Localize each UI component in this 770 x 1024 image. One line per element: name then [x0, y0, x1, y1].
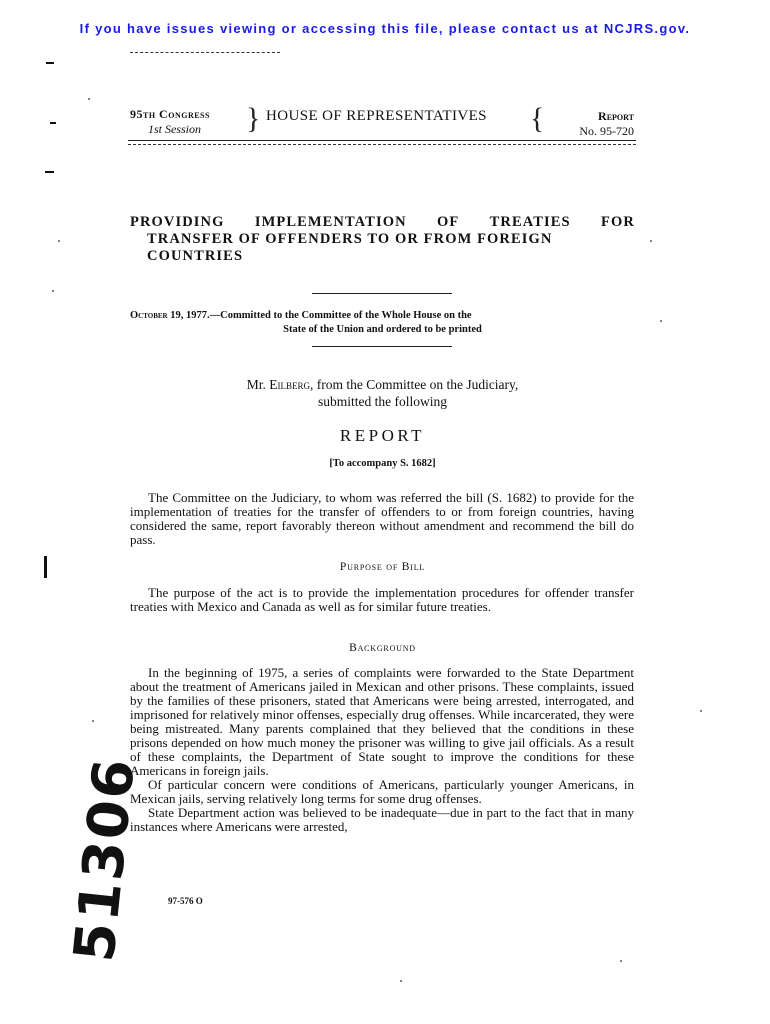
background-paragraph-2: Of particular concern were conditions of Americans, particularly younger Americans, in Mexican jails, serving relatively long terms for some drug offenses. — [130, 777, 634, 806]
committal-text: —Committed to the Committee of the Whole House on the — [209, 310, 472, 321]
print-code: 97-576 O — [168, 896, 203, 906]
scan-speck — [92, 720, 94, 722]
congress-session-block — [130, 107, 210, 137]
intro-paragraph-block — [130, 491, 634, 547]
intro-paragraph: The Committee on the Judiciary, to whom was referred the bill (S. 1682) to provide for the implementation of treaties for the transfer of offenders to or from foreign countries, having considered the same, report favorably thereon without amendment and recommend the bill do pass. — [130, 490, 634, 547]
title-word: OF — [436, 214, 460, 230]
accompany-note: [To accompany S. 1682] — [329, 458, 436, 469]
report-number: No. 95-720 — [579, 124, 634, 138]
committal-date: October 19, 1977. — [130, 310, 210, 321]
scan-mark — [46, 62, 54, 64]
report-label: Report — [598, 109, 634, 123]
scan-speck — [700, 710, 702, 712]
report-heading: REPORT — [339, 426, 426, 445]
purpose-paragraph: The purpose of the act is to provide the implementation procedures for offender transfer treaties with Mexico and Canada as well as for similar future treaties. — [130, 585, 634, 614]
purpose-heading: Purpose of Bill — [339, 561, 426, 573]
title-line-1 — [130, 214, 635, 231]
top-dashed-rule — [130, 52, 280, 53]
scan-mark — [45, 171, 54, 173]
committal-line-1 — [130, 309, 635, 323]
committal-notice — [130, 309, 635, 337]
scan-speck — [58, 240, 60, 242]
title-word: PROVIDING — [130, 214, 225, 230]
scan-mark — [50, 122, 56, 124]
title-divider — [312, 293, 452, 294]
submitter-line-1 — [130, 376, 635, 393]
header-double-rule-top — [128, 140, 636, 141]
scan-speck — [650, 240, 652, 242]
scan-mark — [44, 556, 47, 578]
chamber-title: HOUSE OF REPRESENTATIVES — [266, 108, 487, 124]
submitter-line-2: submitted the following — [318, 394, 447, 409]
title-word: FOR — [601, 214, 635, 230]
background-block — [130, 666, 634, 834]
background-paragraph-3: State Department action was believed to be inadequate—due in part to the fact that in many instances where Americans were arrested, — [130, 805, 634, 834]
left-brace: } — [246, 102, 261, 135]
committal-line-2: State of the Union and ordered to be printed — [283, 324, 482, 335]
submitter-committee: , from the Committee on the Judiciary, — [309, 377, 519, 392]
submitter-prefix: Mr. — [246, 377, 270, 392]
document-title — [130, 214, 635, 265]
scan-speck — [52, 290, 54, 292]
session-label: 1st Session — [148, 122, 202, 136]
report-number-block — [552, 109, 634, 139]
background-heading: Background — [349, 642, 416, 654]
purpose-block — [130, 586, 634, 614]
title-word: IMPLEMENTATION — [254, 214, 407, 230]
congress-label: 95th Congress — [130, 107, 210, 121]
title-line-2: TRANSFER OF OFFENDERS TO OR FROM FOREIGN — [147, 231, 553, 247]
header-double-rule-bottom — [128, 144, 636, 145]
scan-speck — [660, 320, 662, 322]
committal-divider — [312, 346, 452, 347]
submitter-name: Eilberg — [269, 377, 310, 392]
scan-speck — [400, 980, 402, 982]
submitter-block — [130, 376, 635, 410]
background-paragraph-1: In the beginning of 1975, a series of complaints were forwarded to the State Department about the treatment of Americans jailed in Mexican and other prisons. These complaints, issued by the families of these prisoners, stated that Americans were being arrested, interrogated, and imprisoned for relatively minor offenses, especially drug offenses. While incarcerated, they were being mistreated. Many parents complained that they believed that the conditions in these prisons depended on how much money the prisoner was willing to give jail officials. As a result of these complaints, the Department of State sought to improve the conditions for these Americans in foreign jails. — [130, 665, 634, 778]
right-brace: { — [530, 102, 545, 135]
scan-speck — [88, 98, 90, 100]
title-line-3: COUNTRIES — [147, 248, 244, 264]
title-word: TREATIES — [489, 214, 571, 230]
handwritten-accession-number: 51306 — [62, 754, 149, 965]
ncjrs-banner[interactable]: If you have issues viewing or accessing this file, please contact us at NCJRS.gov. — [79, 21, 691, 36]
scan-speck — [620, 960, 622, 962]
